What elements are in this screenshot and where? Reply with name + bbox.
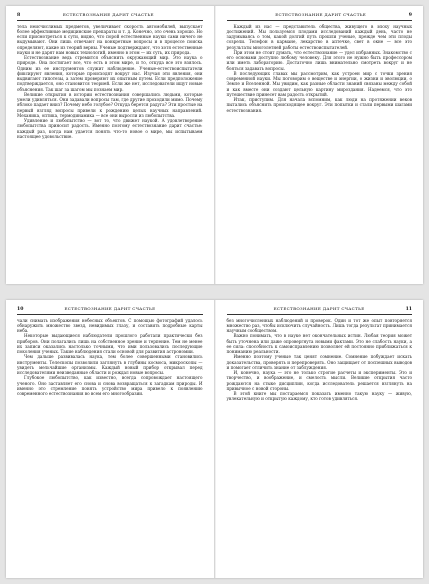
page-number: 11	[405, 307, 412, 312]
paragraph: Каждый из нас — представитель общества, живущего в эпоху научных достижений. Мы пользуемся плодами исследований каждый день, часто не задумываясь о том, какой долгий путь прошли ученые, прежде чем эти плоды созрели. Телефон в кармане, лекарство в аптечке, свет в окне — все это результаты многолетней работы естествоиспытателей.	[226, 23, 412, 50]
paragraph: Итак, приступим. Для начала вспомним, как люди на протяжении веков пытались объяснить происходящее вокруг. Эти попытки и стали первыми шагами естествознания.	[226, 97, 412, 113]
running-title: ЕСТЕСТВОЗНАНИЕ ДАРИТ СЧАСТЬЕ	[62, 12, 154, 17]
paragraph: Важно понимать, что в науке нет окончательных истин. Любая теория может быть уточнена или даже опровергнута новыми фактами. Это не слабость науки, а ее сила: способность к самоисправлению позволяет ей постоянно приближаться к пониманию реальности.	[226, 333, 412, 354]
page-body	[227, 24, 413, 113]
page-number: 8	[17, 13, 21, 18]
page-body	[227, 318, 413, 402]
book-spread-bottom	[6, 300, 423, 578]
paragraph: без многочисленных наблюдений и проверок. Один и тот же опыт повторяется множество раз, чтобы исключить случайность. Лишь тогда результат принимается научным сообществом.	[226, 317, 412, 333]
paragraph: чали снимать изображения небесных объектов. С помощью фотографий удалось обнаружить множество звезд, невидимых глазу, и составить подробные карты неба.	[17, 317, 203, 333]
page-number: 10	[17, 307, 24, 312]
page-body	[17, 318, 203, 397]
page-header	[17, 12, 203, 21]
paragraph: Удивление и любопытство — вот то, что движет наукой. А удовлетворение любопытства приносит радость. Именно поэтому естествознание дарит счастье: каждый раз, когда нам удается понять что-то новое о мире, мы испытываем настоящее удовольствие.	[17, 118, 203, 139]
page-header	[227, 12, 413, 21]
page-body	[17, 24, 203, 140]
page-8	[6, 6, 215, 284]
paragraph: При этом не стоит думать, что естествознание — удел избранных. Знакомство с его основами доступно любому человеку. Для этого не нужно быть профессором или иметь лабораторию. Достаточно лишь внимательно смотреть вокруг и не бояться задавать вопросы.	[226, 49, 412, 71]
paragraph: И, конечно, наука — это не только строгие расчеты и эксперименты. Это и творчество, и воображение, и смелость мысли. Великие открытия часто рождаются на стыке дисциплин, когда исследователь решается взглянуть на привычное с новой стороны.	[226, 370, 412, 391]
page-10	[6, 300, 215, 578]
paragraph: Именно поэтому ученые так ценят сомнение. Сомнение побуждает искать доказательства, проверять и перепроверять. Оно защищает от поспешных выводов и помогает отличить знание от заблуждения.	[226, 354, 412, 370]
page-9	[215, 6, 424, 284]
page-11	[215, 300, 424, 578]
paragraph: Великие открытия в истории естествознания совершались людьми, которые умели удивляться. Они задавали вопросы там, где другие проходили мимо. Почему яблоко падает вниз? Почему небо голубое? Откуда берется радуга? Эти простые на первый взгляд вопросы привели к рождению целых научных направлений. Механика, оптика, термодинамика — все они выросли из любопытства.	[17, 91, 203, 118]
book-spread-top	[6, 6, 423, 284]
page-number: 9	[408, 13, 412, 18]
paragraph: Глубокое любопытство, как известно, всегда сопровождает настоящего ученого. Оно заставляет его снова и снова возвращаться к загадкам природы. И именно это стремление понять устройство мира привело к появлению современного естествознания во всем его многообразии.	[17, 375, 203, 396]
page-header	[227, 306, 413, 315]
paragraph: тела неисчислимых предметов, увеличивает скорость автомобилей, выпускает более эффективные медицинские препараты и т. д. Конечно, это очень хорошо. Но если присмотреться к сути, видно, что порой естественные науки сами ничего не выдумывают. Они лишь отвечают на конкретные вопросы и в процессе поиска определяют, какие из теорий верны. Ученые подтверждают, что хотя естественные науки и не дарят нам новых технологий, именно в этом — их суть, их природа.	[17, 23, 203, 55]
page-header	[17, 306, 203, 315]
paragraph: Некоторые выдающиеся наблюдатели прошлого работали практически без приборов. Они полагались лишь на собственное зрение и терпение. Тем не менее их записи оказались настолько точными, что ими пользовались последующие поколения ученых. Такие наблюдения стали основой для развития астрономии.	[17, 333, 203, 354]
paragraph: В последующих главах мы рассмотрим, как устроен мир с точки зрения современной науки. Мы поговорим о веществе и энергии, о жизни и эволюции, о Земле и Вселенной. Мы увидим, как разные области знаний связаны между собой и как вместе они создают цельную картину мироздания. Надеемся, что это путешествие принесет вам радость открытий.	[226, 70, 412, 97]
running-title: ЕСТЕСТВОЗНАНИЕ ДАРИТ СЧАСТЬЕ	[275, 12, 367, 17]
running-title: ЕСТЕСТВОЗНАНИЕ ДАРИТ СЧАСТЬЕ	[64, 306, 156, 311]
paragraph: Естествознание ведь стремится объяснить окружающий мир. Это наука о природе. Она постигает все, что есть в этом мире, и то, откуда все это взялось. Одним из ее инструментов служит наблюдение. Ученые-естествоиспытатели фиксируют явления, которые происходят вокруг нас. Изучая эти явления, они выдвигают гипотезы, а затем проверяют их опытным путем. Если предположение подтверждается, оно становится теорией. Если же нет, исследователи ищут новые объяснения. Так шаг за шагом мы познаем мир.	[17, 55, 203, 92]
paragraph: Чем дальше развивалась наука, тем более совершенными становились инструменты. Телескопы позволили заглянуть в глубины космоса, микроскопы — увидеть мельчайшие организмы. Каждый новый прибор открывал перед исследователями неизведанные области и рождал новые вопросы.	[17, 354, 203, 375]
paragraph: В этой книге мы постараемся показать именно такую науку — живую, увлекательную и открытую каждому, кто готов удивляться.	[226, 391, 412, 402]
running-title: ЕСТЕСТВОЗНАНИЕ ДАРИТ СЧАСТЬЕ	[273, 306, 365, 311]
